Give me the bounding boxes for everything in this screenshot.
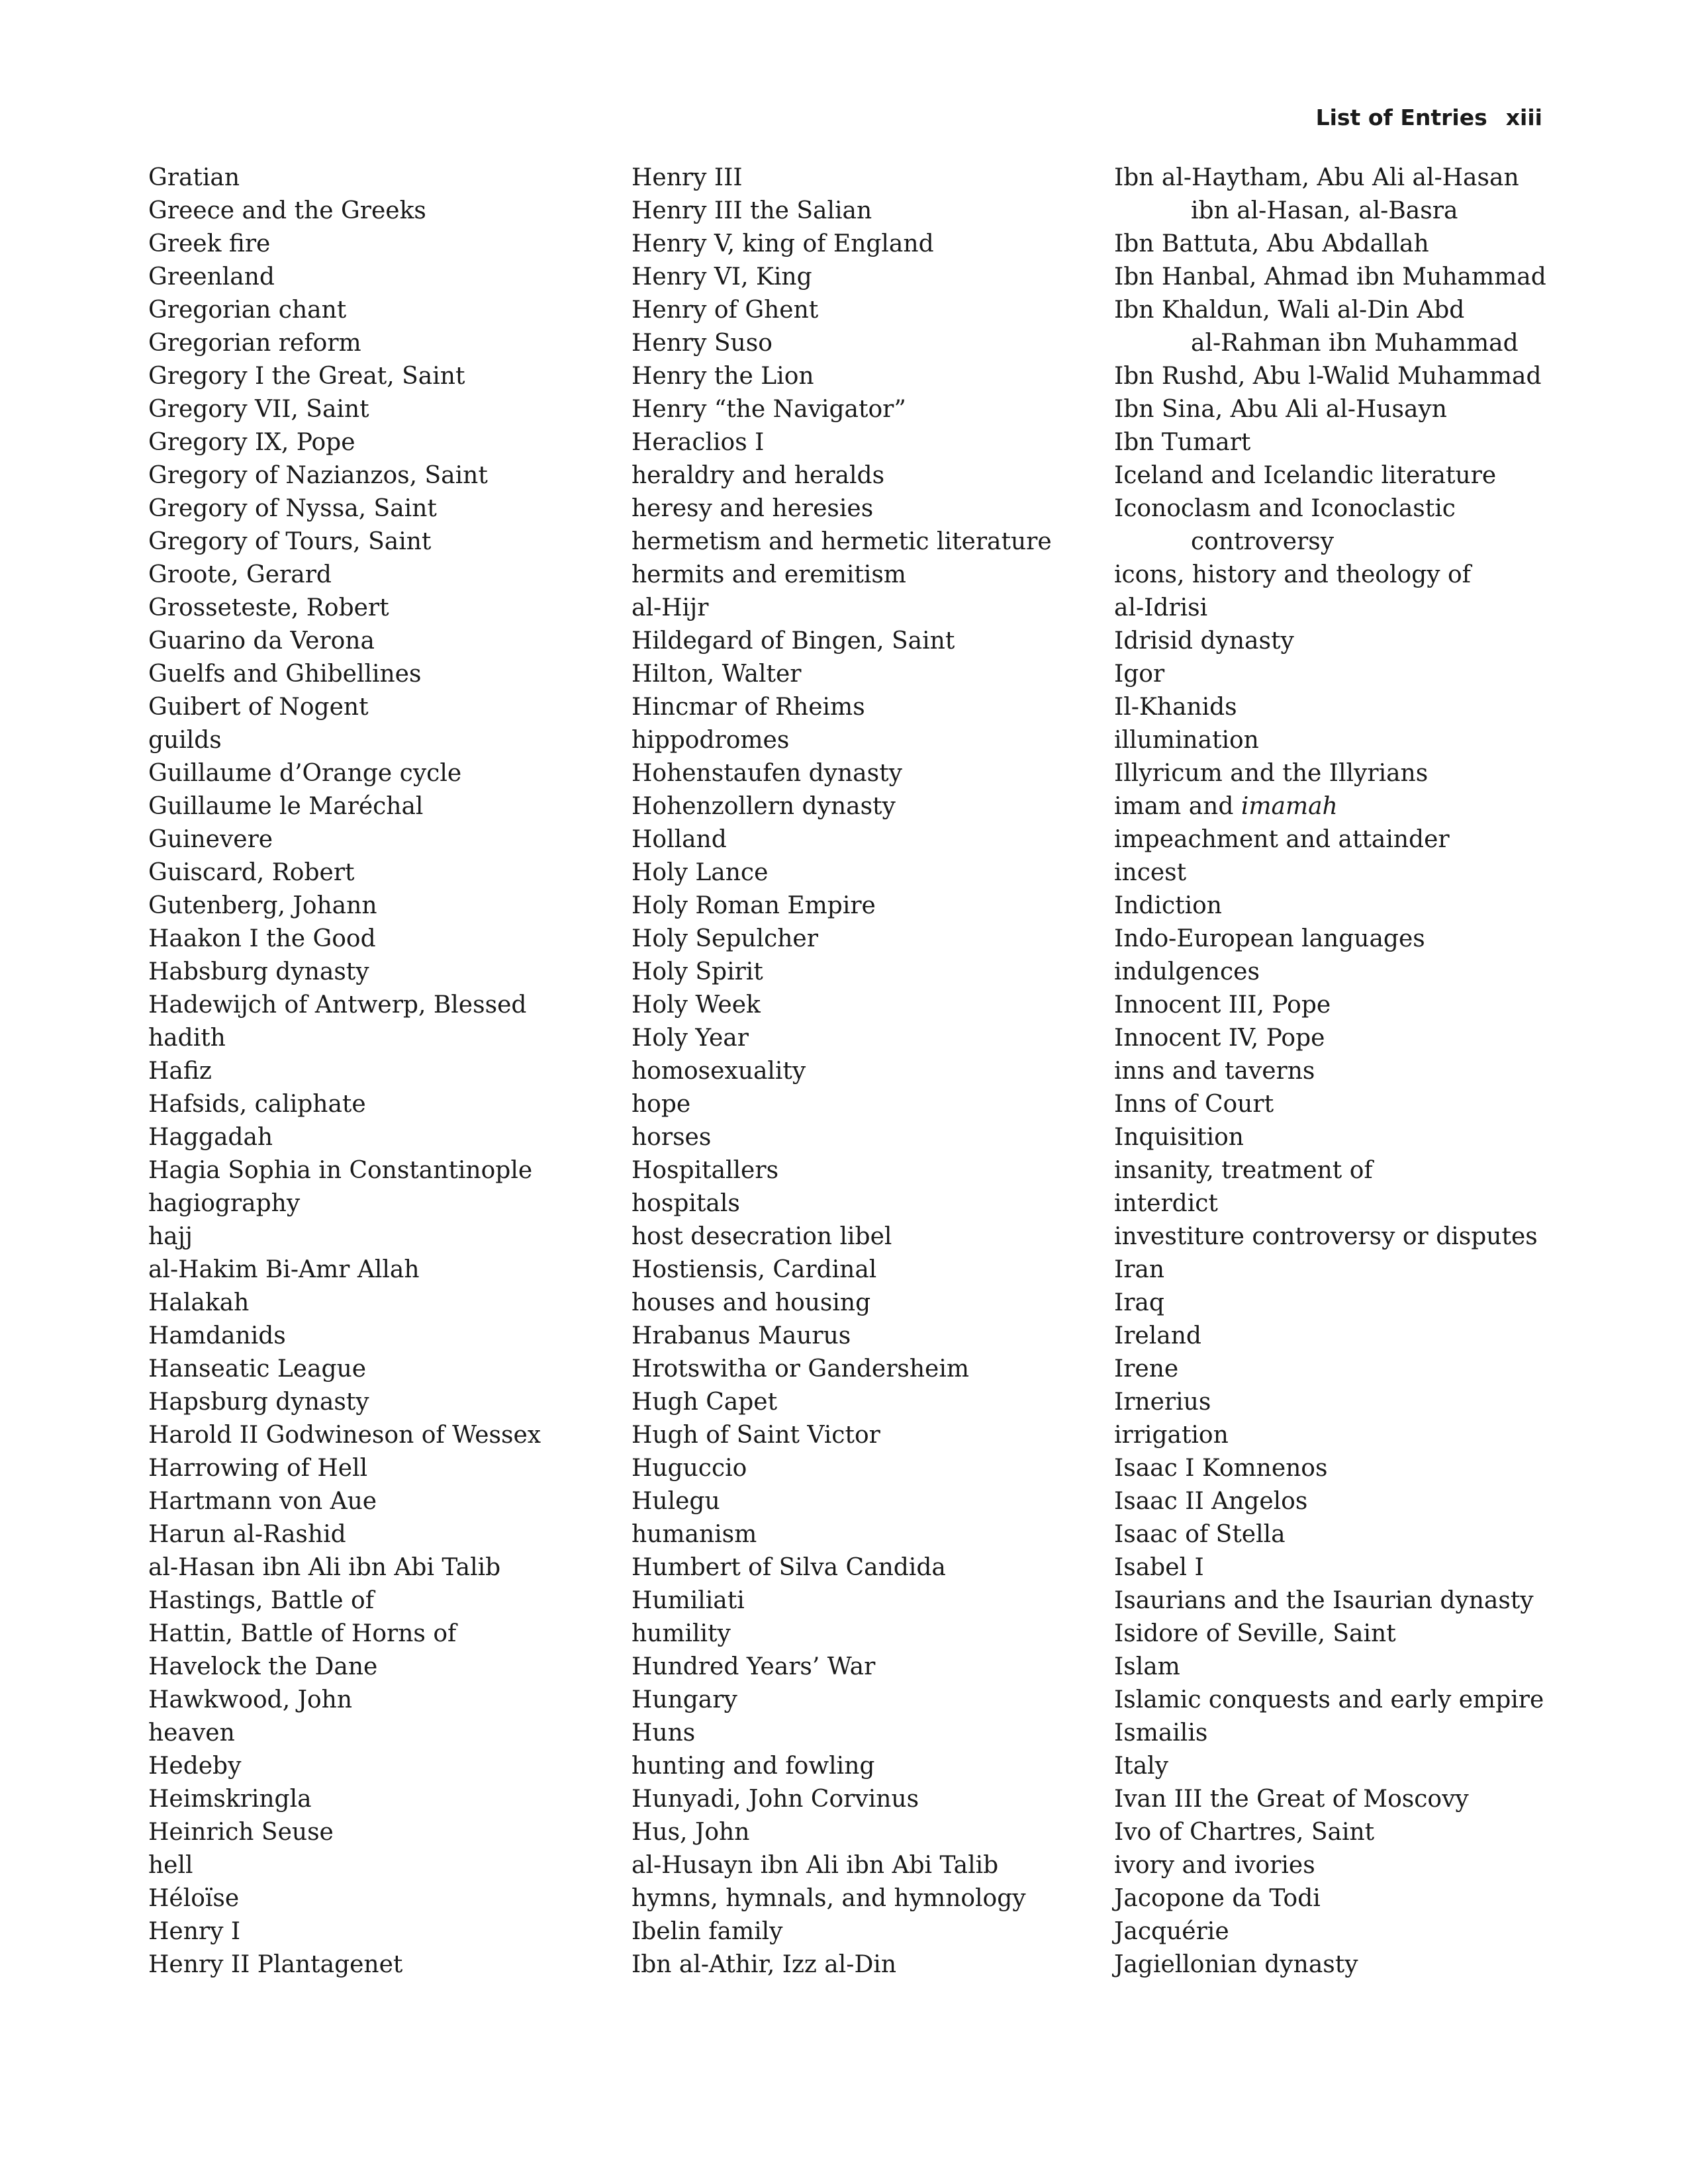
list-entry: Henry III [632, 164, 743, 191]
list-entry: inns and taverns [1114, 1058, 1315, 1085]
list-entry: Hrotswitha or Gandersheim [632, 1355, 970, 1383]
list-entry: Harold II Godwineson of Wessex [148, 1422, 541, 1449]
list-entry: Illyricum and the Illyrians [1114, 760, 1429, 787]
list-entry: Gregory of Tours, Saint [148, 528, 432, 555]
list-entry: Ivan III the Great of Moscovy [1114, 1786, 1469, 1813]
list-entry: Hohenzollern dynasty [632, 793, 896, 820]
list-entry: Huns [632, 1719, 696, 1747]
list-entry: Hartmann von Aue [148, 1488, 377, 1515]
list-entry: Islamic conquests and early empire [1114, 1686, 1544, 1713]
list-entry: Islam [1114, 1653, 1180, 1680]
list-entry: indulgences [1114, 958, 1260, 985]
list-entry: al-Husayn ibn Ali ibn Abi Talib [632, 1852, 999, 1879]
list-entry: Il-Khanids [1114, 694, 1237, 721]
list-entry: Gregory of Nyssa, Saint [148, 495, 437, 522]
list-entry: heaven [148, 1719, 235, 1747]
list-entry: Gregory I the Great, Saint [148, 363, 465, 390]
list-entry: Humiliati [632, 1587, 745, 1614]
list-entry: Ibn Sina, Abu Ali al-Husayn [1114, 396, 1447, 423]
list-entry: Innocent III, Pope [1114, 991, 1331, 1019]
list-entry: homosexuality [632, 1058, 806, 1085]
list-entry: Greece and the Greeks [148, 197, 426, 224]
list-entry: Greenland [148, 263, 275, 291]
list-entry: Isaac of Stella [1114, 1521, 1286, 1548]
running-head [1316, 105, 1542, 130]
list-entry: heresy and heresies [632, 495, 874, 522]
list-entry: Heraclios I [632, 429, 765, 456]
list-entry: Hungary [632, 1686, 737, 1713]
list-entry: heraldry and heralds [632, 462, 885, 489]
list-entry: Humbert of Silva Candida [632, 1554, 946, 1581]
list-entry: Irnerius [1114, 1388, 1211, 1416]
list-entry: hajj [148, 1223, 193, 1250]
list-entry: incest [1114, 859, 1187, 886]
list-entry: Hugh Capet [632, 1388, 778, 1416]
list-entry: Isaac II Angelos [1114, 1488, 1308, 1515]
list-entry: Italy [1114, 1752, 1169, 1780]
list-entry: Gregorian reform [148, 330, 361, 357]
list-entry: Holy Year [632, 1024, 749, 1052]
list-entry: impeachment and attainder [1114, 826, 1450, 853]
list-entry: hermetism and hermetic literature [632, 528, 1052, 555]
list-entry: Harrowing of Hell [148, 1455, 368, 1482]
list-entry: Hastings, Battle of [148, 1587, 375, 1614]
list-entry: Holy Roman Empire [632, 892, 876, 919]
list-entry: Irene [1114, 1355, 1179, 1383]
list-entry: Hundred Years’ War [632, 1653, 876, 1680]
list-entry: Grosseteste, Robert [148, 594, 389, 621]
list-entry: Hulegu [632, 1488, 720, 1515]
list-entry: Idrisid dynasty [1114, 627, 1294, 655]
list-entry: guilds [148, 727, 222, 754]
list-entry: hermits and eremitism [632, 561, 906, 588]
list-entry: Guinevere [148, 826, 273, 853]
list-entry: investiture controversy or disputes [1114, 1223, 1538, 1250]
list-entry: Henry VI, King [632, 263, 812, 291]
list-entry: Gratian [148, 164, 240, 191]
list-entry: Guiscard, Robert [148, 859, 355, 886]
list-entry: Henry V, king of England [632, 230, 934, 257]
list-entry: Holy Week [632, 991, 761, 1019]
list-entry: Hildegard of Bingen, Saint [632, 627, 955, 655]
list-entry: humanism [632, 1521, 757, 1548]
list-entry: Huguccio [632, 1455, 747, 1482]
list-entry: ivory and ivories [1114, 1852, 1315, 1879]
list-entry: Inns of Court [1114, 1091, 1274, 1118]
list-entry: hospitals [632, 1190, 740, 1217]
list-entry: Hattin, Battle of Horns of [148, 1620, 457, 1647]
list-entry: Gutenberg, Johann [148, 892, 377, 919]
list-entry: Isidore of Seville, Saint [1114, 1620, 1396, 1647]
list-entry: Holy Spirit [632, 958, 763, 985]
list-entry: Héloïse [148, 1885, 240, 1912]
list-entry: Isaurians and the Isaurian dynasty [1114, 1587, 1534, 1614]
list-entry: hippodromes [632, 727, 790, 754]
list-entry: hell [148, 1852, 193, 1879]
list-entry: Henry of Ghent [632, 296, 819, 324]
list-entry: host desecration libel [632, 1223, 892, 1250]
list-entry: Ibn Rushd, Abu l-Walid Muhammad [1114, 363, 1542, 390]
list-entry: Halakah [148, 1289, 250, 1316]
list-entry: al-Hakim Bi-Amr Allah [148, 1256, 420, 1283]
list-entry: Iceland and Icelandic literature [1114, 462, 1497, 489]
list-entry: Henry II Plantagenet [148, 1951, 403, 1978]
list-entry: Ibn Battuta, Abu Abdallah [1114, 230, 1429, 257]
list-entry: Hohenstaufen dynasty [632, 760, 902, 787]
list-entry: Indo-European languages [1114, 925, 1425, 952]
list-entry: Holy Sepulcher [632, 925, 818, 952]
list-entry: Hadewijch of Antwerp, Blessed [148, 991, 527, 1019]
list-entry: Haakon I the Good [148, 925, 376, 952]
list-entry: hadith [148, 1024, 226, 1052]
list-entry: Inquisition [1114, 1124, 1244, 1151]
page-number: xiii [1505, 105, 1542, 130]
list-entry: Gregory of Nazianzos, Saint [148, 462, 488, 489]
list-entry: Holy Lance [632, 859, 769, 886]
list-entry: Ibn al-Athir, Izz al-Din [632, 1951, 897, 1978]
list-entry: Hedeby [148, 1752, 242, 1780]
list-entry: Isaac I Komnenos [1114, 1455, 1328, 1482]
list-entry: hunting and fowling [632, 1752, 875, 1780]
list-entry: Gregorian chant [148, 296, 347, 324]
list-entry: Ibn Hanbal, Ahmad ibn Muhammad [1114, 263, 1546, 291]
list-entry: Henry III the Salian [632, 197, 872, 224]
entries-column-1 [148, 161, 612, 1981]
list-entry: Henry Suso [632, 330, 773, 357]
list-entry: imam and imamah [1114, 793, 1338, 820]
list-entry: Ivo of Chartres, Saint [1114, 1819, 1375, 1846]
list-entry: Hilton, Walter [632, 660, 802, 688]
list-entry: Innocent IV, Pope [1114, 1024, 1325, 1052]
list-entry: Henry “the Navigator” [632, 396, 906, 423]
list-entry: hymns, hymnals, and hymnology [632, 1885, 1026, 1912]
list-entry: Hagia Sophia in Constantinople [148, 1157, 533, 1184]
list-entry: Iraq [1114, 1289, 1164, 1316]
list-entry: Hus, John [632, 1819, 750, 1846]
list-entry: icons, history and theology of [1114, 561, 1471, 588]
list-entry: Groote, Gerard [148, 561, 332, 588]
list-entry: hope [632, 1091, 691, 1118]
list-entry: Guelfs and Ghibellines [148, 660, 422, 688]
list-entry: Hincmar of Rheims [632, 694, 865, 721]
list-entry: horses [632, 1124, 712, 1151]
list-entry: irrigation [1114, 1422, 1229, 1449]
list-entry: Hugh of Saint Victor [632, 1422, 880, 1449]
list-entry: Guibert of Nogent [148, 694, 369, 721]
list-entry: Gregory VII, Saint [148, 396, 369, 423]
list-entry: Hafsids, caliphate [148, 1091, 366, 1118]
list-entry: Guillaume le Maréchal [148, 793, 424, 820]
list-entry: Heimskringla [148, 1786, 312, 1813]
list-entry: Hospitallers [632, 1157, 779, 1184]
list-entry: Hanseatic League [148, 1355, 367, 1383]
list-entry: Holland [632, 826, 727, 853]
list-entry: Henry the Lion [632, 363, 814, 390]
list-entry: Isabel I [1114, 1554, 1204, 1581]
list-entry: Hafiz [148, 1058, 212, 1085]
list-entry: Heinrich Seuse [148, 1819, 334, 1846]
list-entry: Ismailis [1114, 1719, 1208, 1747]
running-head-title: List of Entries [1315, 105, 1487, 130]
list-entry: houses and housing [632, 1289, 871, 1316]
list-entry: Havelock the Dane [148, 1653, 378, 1680]
list-entry: humility [632, 1620, 731, 1647]
list-entry: Hamdanids [148, 1322, 286, 1349]
list-entry: Guarino da Verona [148, 627, 375, 655]
list-entry: Henry I [148, 1918, 241, 1945]
list-entry: Jagiellonian dynasty [1114, 1951, 1358, 1978]
list-entry: Iran [1114, 1256, 1165, 1283]
list-entry: Jacopone da Todi [1114, 1885, 1321, 1912]
list-entry: Igor [1114, 660, 1165, 688]
list-entry: Ibn Khaldun, Wali al-Din Abd al-Rahman ibn Muhammad [1114, 296, 1519, 357]
list-entry: insanity, treatment of [1114, 1157, 1373, 1184]
list-entry: hagiography [148, 1190, 301, 1217]
entries-column-3 [1114, 161, 1544, 1981]
list-entry: Iconoclasm and Iconoclastic controversy [1114, 495, 1456, 555]
list-entry: illumination [1114, 727, 1259, 754]
list-entry: Ireland [1114, 1322, 1201, 1349]
list-entry: Haggadah [148, 1124, 273, 1151]
list-entry: Ibn al-Haytham, Abu Ali al-Hasan ibn al-Hasan, al-Basra [1114, 164, 1519, 224]
list-entry: Guillaume d’Orange cycle [148, 760, 462, 787]
list-entry: al-Hasan ibn Ali ibn Abi Talib [148, 1554, 501, 1581]
list-entry: Gregory IX, Pope [148, 429, 355, 456]
list-entry: Hapsburg dynasty [148, 1388, 369, 1416]
list-entry: al-Hijr [632, 594, 709, 621]
list-entry: Indiction [1114, 892, 1222, 919]
list-entry: Greek fire [148, 230, 271, 257]
list-entry: al-Idrisi [1114, 594, 1208, 621]
list-entry: Habsburg dynasty [148, 958, 369, 985]
list-entry: Ibelin family [632, 1918, 783, 1945]
list-entry: Jacquérie [1114, 1918, 1229, 1945]
list-entry: Harun al-Rashid [148, 1521, 346, 1548]
list-entry: Hrabanus Maurus [632, 1322, 851, 1349]
list-entry: Hunyadi, John Corvinus [632, 1786, 919, 1813]
entries-column-2 [632, 161, 1095, 1981]
list-entry: Hawkwood, John [148, 1686, 353, 1713]
list-entry: Hostiensis, Cardinal [632, 1256, 877, 1283]
list-entry: interdict [1114, 1190, 1218, 1217]
list-entry: Ibn Tumart [1114, 429, 1251, 456]
